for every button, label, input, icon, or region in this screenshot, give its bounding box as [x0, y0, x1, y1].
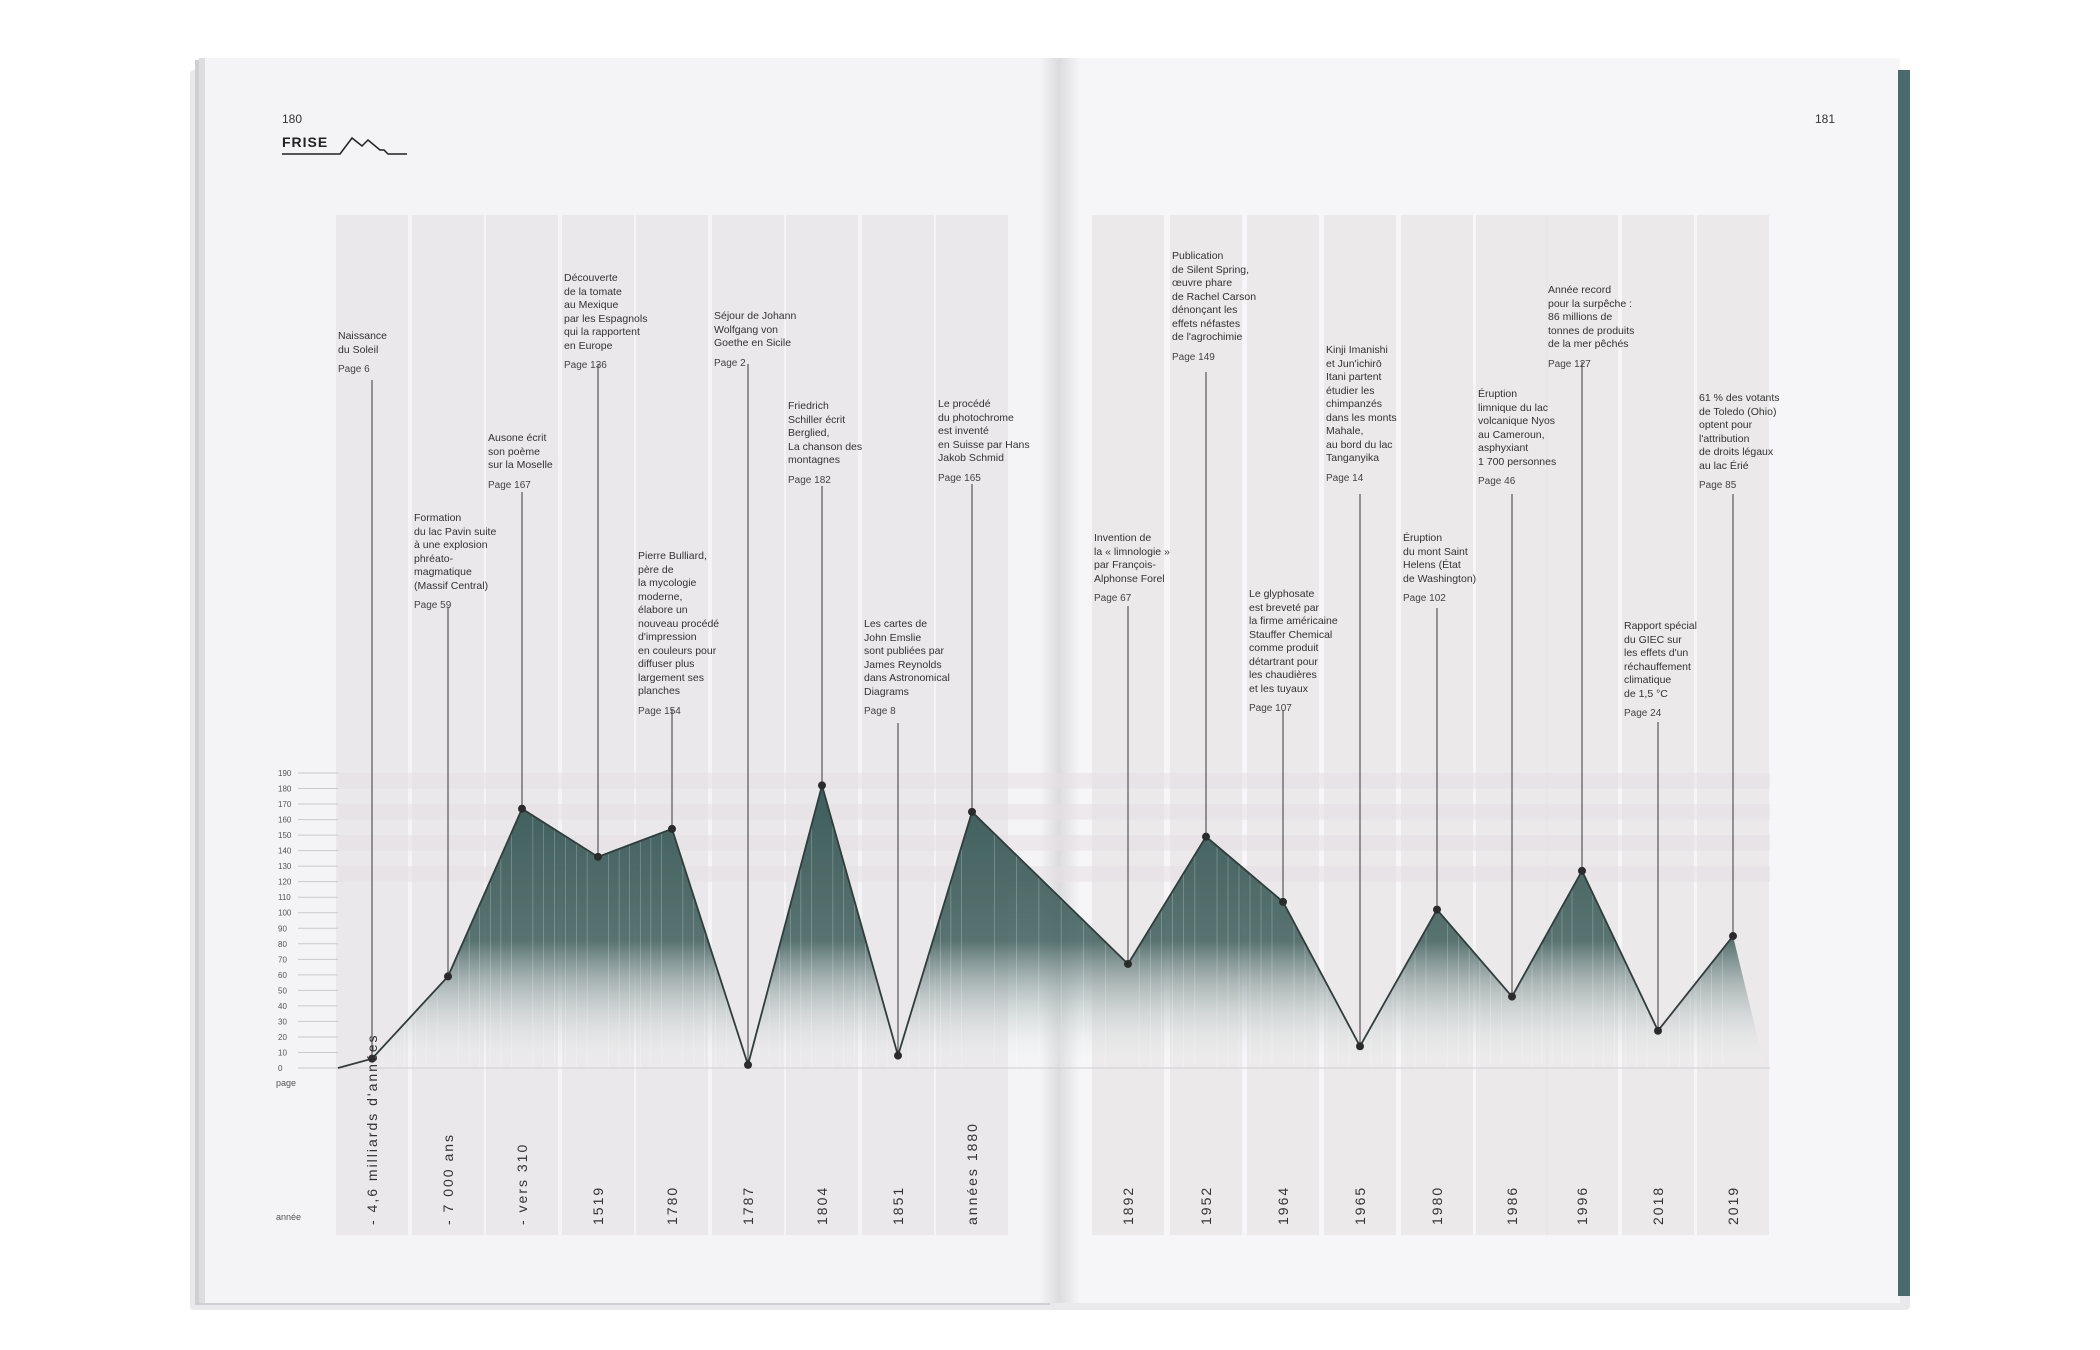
event-text: Formation du lac Pavin suite à une explosion phréato- magmatique (Massif Central) — [414, 512, 497, 592]
event-text: Invention de la « limnologie » par François- Alphonse Forel — [1094, 532, 1170, 585]
y-tick-label: 110 — [278, 893, 291, 903]
event-page: Page 165 — [938, 472, 981, 484]
event-page: Page 85 — [1699, 480, 1737, 491]
event-page: Page 46 — [1478, 476, 1516, 487]
event-annotation — [338, 330, 387, 377]
year-label: 1851 — [890, 1185, 906, 1225]
event-page: Page 154 — [638, 705, 681, 717]
event-annotation — [1548, 284, 1634, 371]
event-page: Page 59 — [414, 600, 452, 611]
event-page: Page 167 — [488, 479, 531, 491]
y-tick-label: 70 — [278, 955, 287, 965]
event-page: Page 8 — [864, 706, 896, 717]
event-text: Éruption du mont Saint Helens (État de Washington) — [1403, 532, 1477, 585]
event-page: Page 2 — [714, 357, 746, 369]
event-text: Le glyphosate est breveté par la firme américaine Stauffer Chemical comme produit détartrant pour les chaudières et les tuyaux — [1249, 588, 1338, 695]
event-page: Page 6 — [338, 364, 370, 375]
year-label: 1780 — [664, 1185, 680, 1225]
y-tick-label: 30 — [278, 1017, 287, 1027]
y-tick-label: 190 — [278, 769, 292, 778]
event-annotation — [638, 550, 719, 718]
year-label: 1892 — [1120, 1185, 1136, 1225]
data-point — [1279, 898, 1287, 906]
data-point — [1202, 833, 1210, 841]
event-text: Friedrich Schiller écrit Berglied, La chanson des montagnes — [788, 400, 863, 466]
event-page: Page 14 — [1326, 472, 1364, 484]
data-point — [1433, 906, 1441, 914]
event-page: Page 67 — [1094, 593, 1132, 604]
data-point — [894, 1052, 902, 1060]
data-point — [968, 808, 976, 816]
year-label: années 1880 — [964, 1122, 980, 1225]
event-page: Page 127 — [1548, 358, 1591, 370]
page-number-right: 181 — [1815, 112, 1836, 126]
y-tick-label: 130 — [278, 862, 292, 872]
event-annotation — [1172, 250, 1256, 364]
y-tick-label: 120 — [278, 877, 292, 887]
year-label: 1996 — [1574, 1185, 1590, 1225]
y-axis-label: page — [276, 1078, 297, 1088]
page-number-left: 180 — [282, 112, 303, 126]
event-text: Ausone écrit son poème sur la Moselle — [488, 432, 553, 471]
event-annotation — [488, 432, 553, 492]
data-point — [1508, 993, 1516, 1001]
year-label: 2018 — [1650, 1185, 1666, 1225]
event-annotation — [1094, 532, 1170, 606]
y-tick-label: 90 — [278, 924, 287, 934]
data-point — [1654, 1027, 1662, 1035]
event-annotation — [1478, 388, 1556, 489]
chart-band — [338, 804, 1770, 820]
event-text: Année record pour la surpêche : 86 millions de tonnes de produits de la mer pêchés — [1548, 284, 1635, 350]
event-text: Séjour de Johann Wolfgang von Goethe en Sicile — [714, 310, 797, 349]
x-axis-label: année — [276, 1212, 302, 1222]
event-annotation — [1624, 620, 1697, 721]
year-label: 1804 — [814, 1185, 830, 1225]
year-label: - 7 000 ans — [440, 1132, 456, 1225]
data-point — [668, 825, 676, 833]
event-annotation — [788, 400, 862, 487]
event-page: Page 24 — [1624, 708, 1662, 719]
chart-band — [338, 773, 1770, 789]
year-label: - vers 310 — [514, 1142, 530, 1225]
event-annotation — [864, 618, 950, 719]
data-point — [744, 1061, 752, 1069]
event-annotation — [414, 512, 496, 613]
y-tick-label: 170 — [278, 800, 292, 810]
event-annotation — [1699, 392, 1780, 493]
y-tick-label: 160 — [278, 815, 292, 825]
event-page: Page 107 — [1249, 703, 1292, 714]
event-text: Rapport spécial du GIEC sur les effets d'un réchauffement climatique de 1,5 °C — [1624, 620, 1697, 700]
event-text: Pierre Bulliard, père de la mycologie moderne, élabore un nouveau procédé d'impression en couleurs pour diffuser plus largement ses planches — [638, 550, 720, 697]
event-annotation — [938, 398, 1030, 485]
event-text: Publication de Silent Spring, œuvre phare de Rachel Carson dénonçant les effets néfastes de l'agrochimie — [1172, 250, 1257, 343]
data-point — [518, 805, 526, 813]
event-text: Le procédé du photochrome est inventé en Suisse par Hans Jakob Schmid — [938, 398, 1030, 464]
y-tick-label: 10 — [278, 1048, 287, 1058]
event-annotation — [1403, 532, 1476, 606]
year-label: 1964 — [1275, 1185, 1291, 1225]
section-title: FRISE — [282, 134, 329, 150]
data-point — [818, 781, 826, 789]
event-page: Page 136 — [564, 360, 607, 371]
year-label: 1519 — [590, 1185, 606, 1225]
event-text: Éruption limnique du lac volcanique Nyos au Cameroun, asphyxiant 1 700 personnes — [1478, 388, 1557, 468]
year-label: 1980 — [1429, 1185, 1445, 1225]
event-page: Page 182 — [788, 474, 831, 486]
y-tick-label: 100 — [278, 908, 292, 918]
data-point — [1356, 1042, 1364, 1050]
event-text: Kinji Imanishi et Jun'ichirō Itani partent étudier les chimpanzés dans les monts Mahale, au bord du lac Tanganyika — [1326, 344, 1397, 464]
y-tick-label: 180 — [278, 784, 292, 794]
year-label: 1952 — [1198, 1185, 1214, 1225]
event-text: Les cartes de John Emslie sont publiées par James Reynolds dans Astronomical Diagrams — [864, 618, 950, 698]
event-text: 61 % des votants de Toledo (Ohio) optent pour l'attribution de droits légaux au lac Érié — [1699, 392, 1780, 472]
year-label: 2019 — [1725, 1185, 1741, 1225]
data-point — [444, 972, 452, 980]
data-point — [1124, 960, 1132, 968]
data-point — [594, 853, 602, 861]
event-text: Découverte de la tomate au Mexique par les Espagnols qui la rapportent en Europe — [564, 272, 648, 352]
year-label: 1986 — [1504, 1185, 1520, 1225]
y-tick-label: 20 — [278, 1032, 287, 1042]
y-tick-label: 40 — [278, 1001, 287, 1011]
event-text: Naissance du Soleil — [338, 330, 388, 356]
year-label: 1787 — [740, 1185, 756, 1225]
year-label: - 4,6 milliards d'années — [364, 1033, 380, 1225]
y-tick-label: 80 — [278, 939, 287, 949]
event-annotation — [1326, 344, 1397, 485]
event-page: Page 149 — [1172, 351, 1215, 363]
data-point — [1729, 932, 1737, 940]
y-tick-label: 140 — [278, 846, 292, 856]
year-label: 1965 — [1352, 1185, 1368, 1225]
event-annotation — [564, 272, 647, 373]
y-tick-label: 50 — [278, 986, 287, 996]
event-annotation — [714, 310, 796, 370]
data-point — [1578, 867, 1586, 875]
y-tick-label: 0 — [278, 1064, 283, 1073]
y-tick-label: 60 — [278, 970, 287, 980]
event-annotation — [1249, 588, 1338, 716]
y-tick-label: 150 — [278, 831, 292, 841]
event-page: Page 102 — [1403, 593, 1446, 604]
